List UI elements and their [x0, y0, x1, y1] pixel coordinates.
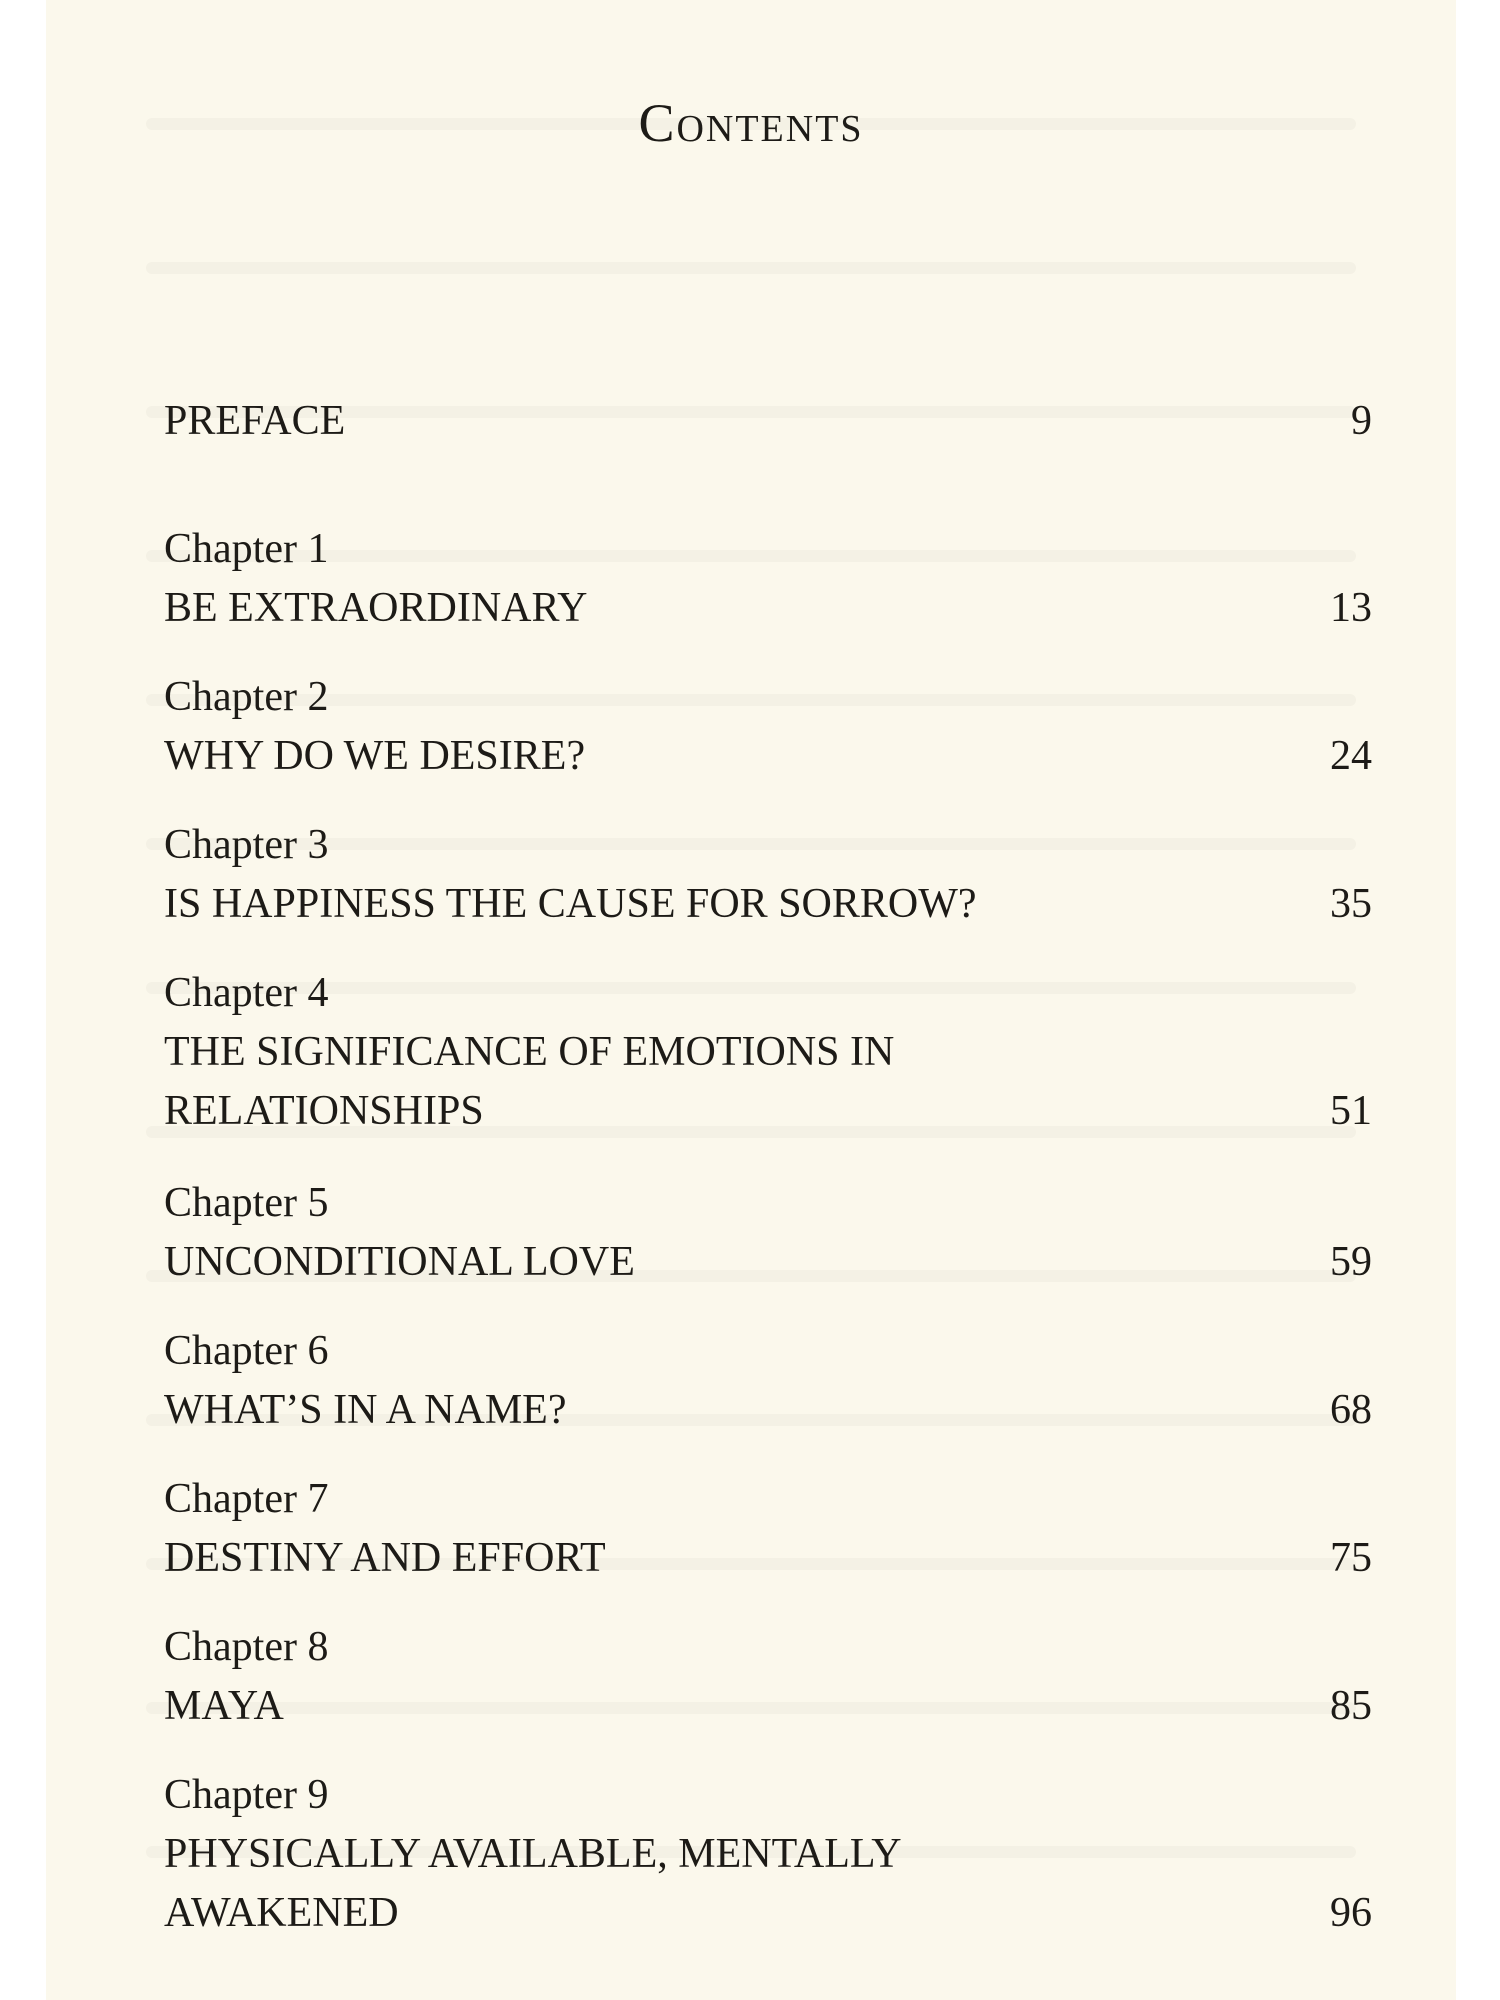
page-number: 85: [1330, 1683, 1372, 1729]
chapter-label: Chapter 2: [164, 674, 329, 720]
toc-entry-chapter-3[interactable]: [164, 816, 1372, 934]
entry-title: MAYA: [164, 1683, 284, 1729]
entry-title: WHAT’S IN A NAME?: [164, 1387, 567, 1433]
toc-entry-chapter-2[interactable]: [164, 668, 1372, 786]
entry-title: DESTINY AND EFFORT: [164, 1535, 606, 1581]
page-number: 68: [1330, 1387, 1372, 1433]
page-number: 51: [1330, 1088, 1372, 1134]
entry-title: THE SIGNIFICANCE OF EMOTIONS IN RELATIONSHIPS: [164, 1029, 895, 1134]
entry-title: UNCONDITIONAL LOVE: [164, 1239, 635, 1285]
chapter-label: Chapter 1: [164, 526, 329, 572]
toc-entry-chapter-5[interactable]: [164, 1174, 1372, 1292]
toc-entry-chapter-7[interactable]: [164, 1470, 1372, 1588]
chapter-label: Chapter 6: [164, 1328, 329, 1374]
page-number: 35: [1330, 881, 1372, 927]
page-number: 96: [1330, 1890, 1372, 1936]
toc-entry-chapter-1[interactable]: [164, 520, 1372, 638]
toc-entry-chapter-6[interactable]: [164, 1322, 1372, 1440]
page-number: 59: [1330, 1239, 1372, 1285]
chapter-label: Chapter 4: [164, 970, 329, 1016]
page-number: 9: [1351, 398, 1372, 444]
page-number: 75: [1330, 1535, 1372, 1581]
entry-title: PHYSICALLY AVAILABLE, MENTALLY AWAKENED: [164, 1831, 901, 1936]
chapter-label: Chapter 8: [164, 1624, 329, 1670]
page-number: 13: [1330, 585, 1372, 631]
chapter-label: Chapter 3: [164, 822, 329, 868]
chapter-label: Chapter 9: [164, 1772, 329, 1818]
chapter-label: Chapter 7: [164, 1476, 329, 1522]
entry-title: PREFACE: [164, 398, 346, 444]
entry-title: WHY DO WE DESIRE?: [164, 733, 586, 779]
toc-entry-chapter-4[interactable]: [164, 964, 1372, 1141]
contents-heading: Contents: [638, 93, 864, 153]
chapter-label: Chapter 5: [164, 1180, 329, 1226]
page-number: 24: [1330, 733, 1372, 779]
toc-entry-chapter-8[interactable]: [164, 1618, 1372, 1736]
book-page: [46, 0, 1456, 2000]
toc-entry-preface[interactable]: [164, 392, 1372, 451]
entry-title: IS HAPPINESS THE CAUSE FOR SORROW?: [164, 881, 977, 927]
entry-title: BE EXTRAORDINARY: [164, 585, 588, 631]
toc-entry-chapter-9[interactable]: [164, 1766, 1372, 1943]
